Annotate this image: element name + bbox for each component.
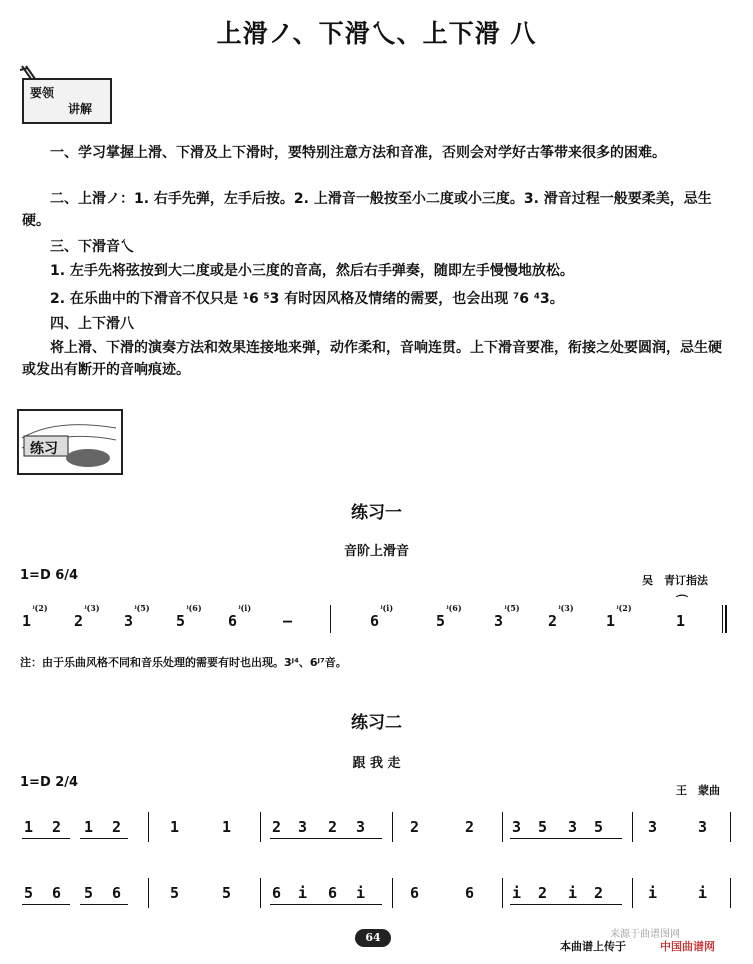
fermata-icon: ⌒ [676,594,689,608]
beam-underline [270,904,326,905]
exercise1-heading: 练习一 [351,503,402,523]
score-note: 2 [548,612,558,630]
paragraph-5: 2. 在乐曲中的下滑音不仅只是 ¹6 ⁵3 有时因风格及情绪的需要，也会出现 ⁷6 ⁴3。 [50,291,564,307]
slide-mark: ʲ(6) [446,603,462,613]
score-note: i [298,884,308,902]
score-note: 5 [594,818,604,836]
barline [730,812,731,842]
exercise1-note: 注：由于乐曲风格不同和音乐处理的需要有时也出现。3ʲ⁴、6ʲ⁷音。 [20,656,347,669]
barline [632,812,633,842]
score-note: 1 [24,818,34,836]
exercise1-key: 1=D 6/4 [20,568,79,583]
slide-mark: ʲ(i) [238,603,252,613]
beam-underline [22,904,70,905]
score-note: 1 [606,612,616,630]
score-note: 2 [52,818,62,836]
footer-text: 本曲谱上传于 [560,940,626,953]
score-note: 2 [74,612,84,630]
score-note: 3 [698,818,708,836]
score-note: 1 [22,612,32,630]
barline [502,812,503,842]
score-note: 6 [328,884,338,902]
slide-mark: ʲ(5) [504,603,520,613]
score-note: 6 [52,884,62,902]
score-note: 1 [170,818,180,836]
score-note: 2 [538,884,548,902]
practice-badge [16,408,126,478]
beam-underline [566,904,622,905]
paragraph-4: 1. 左手先将弦按到大二度或是小三度的音高，然后右手弹奏，随即左手慢慢地放松。 [50,263,574,279]
paragraph-2: 二、上滑ノ：1. 右手先弹，左手后按。2. 上滑音一般按至小二度或小三度。3. 滑音过程一般要柔美，忌生硬。 [22,191,712,229]
barline [392,812,393,842]
slide-mark: ʲ(2) [616,603,632,613]
score-note: 3 [124,612,134,630]
slide-mark: ʲ(3) [84,603,100,613]
score-note: 2 [112,818,122,836]
paragraph-3: 三、下滑音乀 [50,239,134,255]
beam-underline [80,838,128,839]
score-note: 3 [512,818,522,836]
score-note: 2 [272,818,282,836]
exercise2-key: 1=D 2/4 [20,775,79,790]
score-note: 2 [594,884,604,902]
exercise2-subtitle: 跟 我 走 [352,756,401,771]
score-note: 3 [356,818,366,836]
slide-mark: ʲ(2) [32,603,48,613]
beam-underline [22,838,70,839]
score-note: i [356,884,366,902]
slide-mark: ʲ(5) [134,603,150,613]
badge-line1: 要领 [30,86,55,100]
barline [722,605,723,633]
page-title: 上滑ノ、下滑乀、上下滑 八 [216,19,537,48]
score-note: 5 [176,612,186,630]
beam-underline [326,904,382,905]
score-note: 2 [328,818,338,836]
score-note: 5 [24,884,34,902]
barline [260,812,261,842]
watermark-logo-text: 中国曲谱网 [660,940,715,953]
beam-underline [80,904,128,905]
key-points-badge [14,64,110,122]
score-note: 6 [465,884,475,902]
score-note: 6 [410,884,420,902]
score-note: 6 [272,884,282,902]
slide-mark: ʲ(3) [558,603,574,613]
score-note: 1 [676,612,686,630]
score-note: 5 [436,612,446,630]
score-note: 1 [84,818,94,836]
exercise1-subtitle: 音阶上滑音 [343,544,409,559]
score-note: 6 [370,612,380,630]
score-note: 6 [228,612,238,630]
score-note: i [648,884,658,902]
slide-mark: ʲ(i) [380,603,394,613]
watermark: 来源于曲谱图网 [610,929,680,940]
beam-underline [510,904,566,905]
score-note: 5 [222,884,232,902]
final-barline [725,605,727,633]
score-note: i [512,884,522,902]
score-note: 5 [84,884,94,902]
score-note: 3 [494,612,504,630]
score-note: 6 [112,884,122,902]
paragraph-7: 将上滑、下滑的演奏方法和效果连接地来弹，动作柔和，音响连贯。上下滑音要准，衔接之处要圆润，忌生硬或发出有断开的音响痕迹。 [22,340,722,378]
barline [330,605,331,633]
exercise1-credit: 吴 青订指法 [642,574,708,587]
barline [260,878,261,908]
score-note: 5 [170,884,180,902]
score-note: 2 [410,818,420,836]
barline [730,878,731,908]
score-note: 3 [648,818,658,836]
badge-line2: 讲解 [68,102,93,116]
barline [632,878,633,908]
score-note: 1 [222,818,232,836]
barline [392,878,393,908]
paragraph-1: 一、学习掌握上滑、下滑及上下滑时，要特别注意方法和音准，否则会对学好古筝带来很多的困难。 [50,145,666,161]
slide-mark: ʲ(6) [186,603,202,613]
beam-underline [326,838,382,839]
barline [148,878,149,908]
score-note: i [568,884,578,902]
beam-underline [270,838,326,839]
exercise2-heading: 练习二 [351,713,402,733]
score-note: – [283,612,293,630]
page-number: 64 [355,929,391,947]
score-note: i [698,884,708,902]
beam-underline [566,838,622,839]
barline [502,878,503,908]
exercise2-credit: 王 蒙曲 [676,784,720,797]
practice-badge-label: 练习 [30,441,58,457]
score-note: 2 [465,818,475,836]
barline [148,812,149,842]
paragraph-6: 四、上下滑八 [50,316,134,332]
score-note: 3 [298,818,308,836]
score-note: 5 [538,818,548,836]
beam-underline [510,838,566,839]
score-note: 3 [568,818,578,836]
